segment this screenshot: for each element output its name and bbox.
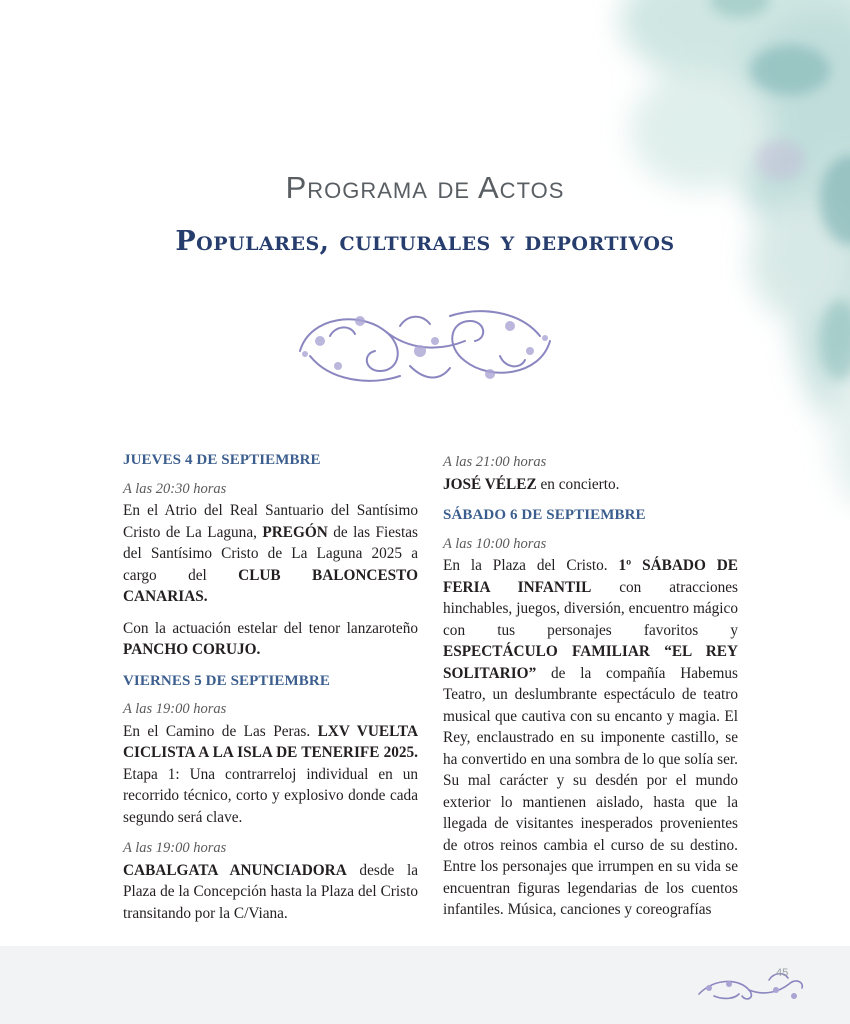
event-description: En el Camino de Las Peras. LXV VUELTA CICLISTA A LA ISLA DE TENERIFE 2025. Etapa 1: Una contrarreloj individual en un recorrido técnico, corto y explosivo donde cada segundo será clave. xyxy=(123,722,418,826)
left-column xyxy=(123,450,418,924)
right-column xyxy=(443,452,738,921)
day-heading: VIERNES 5 DE SEPTIEMBRE xyxy=(123,672,330,689)
watercolor-decoration xyxy=(550,0,850,520)
event-description: Con la actuación estelar del tenor lanzaroteño PANCHO CORUJO. xyxy=(123,619,418,658)
event-time: A las 19:00 horas xyxy=(123,840,227,856)
page-subtitle: Populares, culturales y deportivos xyxy=(175,226,675,257)
event-description: En la Plaza del Cristo. 1º SÁBADO DE FERIA INFANTIL con atracciones hinchables, juegos, diversión, encuentro mágico con tus personajes favoritos y ESPECTÁCULO FAMILIAR “EL REY SOLITARIO” de la compañía Habemus Teatro, un deslumbrante espectáculo de teatro musical que cautiva con su encanto y magia. El Rey, enclaustrado en su imponente castillo, se ha convertido en una sombra de lo que solía ser. Su mal carácter y su desdén por el mundo exterior lo mantienen aislado, hasta que la llegada de visitantes inesperados provenientes de otros reinos cambia el curso de su destino. Entre los personajes que irrumpen en su vida se encuentran figuras legendarias de los cuentos infantiles. Música, canciones y coreografías xyxy=(443,557,738,918)
event-description: CABALGATA ANUNCIADORA desde la Plaza de la Concepción hasta la Plaza del Cristo transitando por la C/Viana. xyxy=(123,861,418,922)
day-heading: JUEVES 4 DE SEPTIEMBRE xyxy=(123,452,321,468)
event-description: En el Atrio del Real Santuario del Santísimo Cristo de La Laguna, PREGÓN de las Fiestas del Santísimo Cristo de La Laguna 2025 a cargo del CLUB BALONCESTO CANARIAS. xyxy=(123,502,418,605)
day-heading: SÁBADO 6 DE SEPTIEMBRE xyxy=(443,507,646,523)
footer-scroll-ornament-icon xyxy=(694,966,809,1002)
event-time: A las 20:30 horas xyxy=(123,480,227,497)
event-time: A las 10:00 horas xyxy=(443,535,547,552)
baroque-scroll-ornament-icon xyxy=(290,296,560,396)
event-time: A las 19:00 horas xyxy=(123,701,227,717)
event-time: A las 21:00 horas xyxy=(443,454,547,470)
page-number: 45 xyxy=(776,967,789,979)
event-description: JOSÉ VÉLEZ en concierto. xyxy=(443,475,620,493)
page-title: Programa de Actos xyxy=(285,170,565,205)
